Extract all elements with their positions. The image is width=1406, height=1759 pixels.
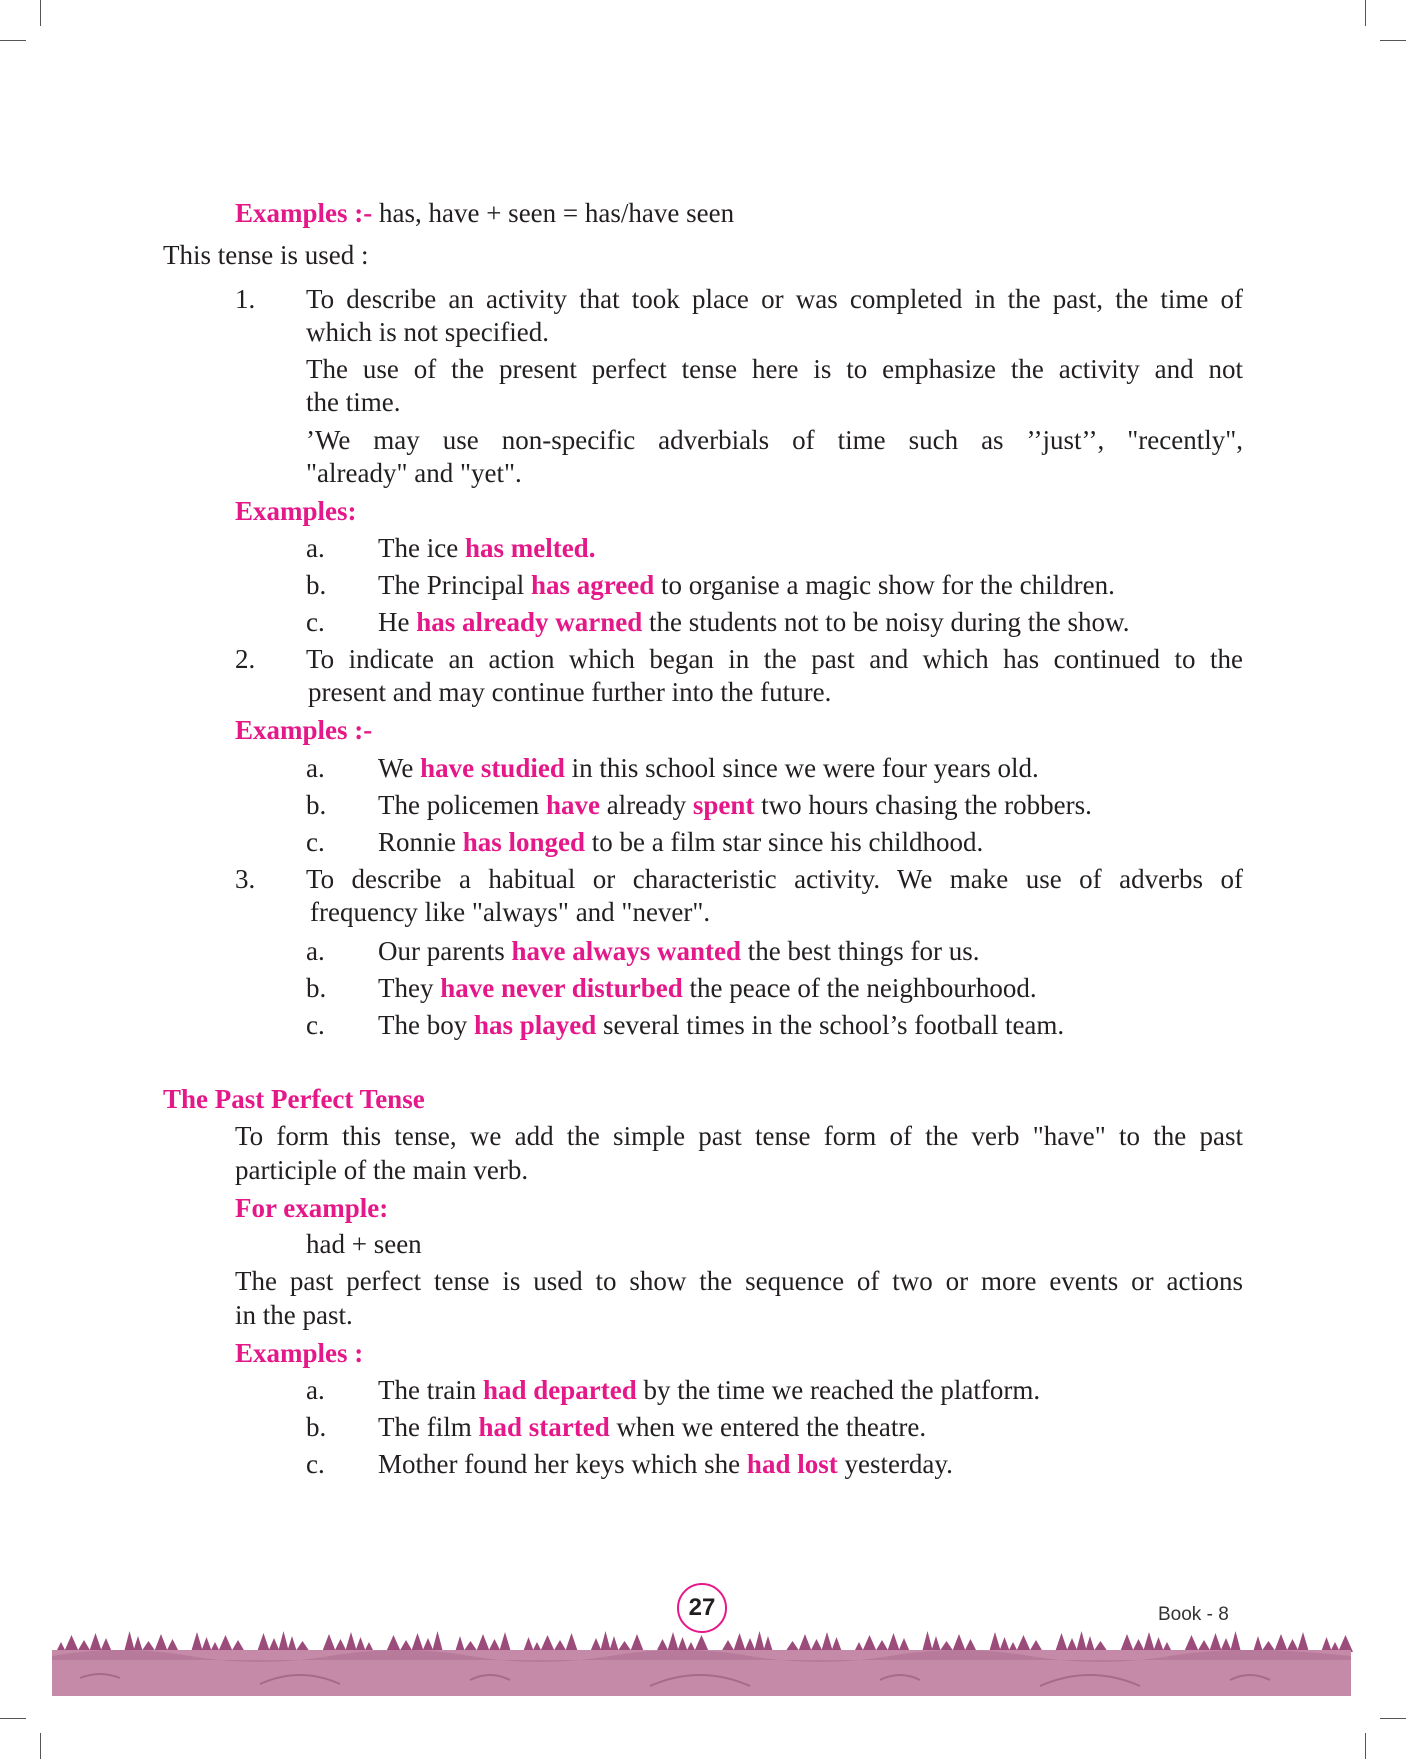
tree-shape <box>898 1638 910 1652</box>
tree-shape <box>64 1635 79 1652</box>
tree-shape <box>154 1634 168 1652</box>
point3-line1: To describe a habitual or characteristic activity. We make use of adverbs of <box>306 864 1243 894</box>
tree-shape <box>1085 1636 1095 1652</box>
point-number: 3. <box>235 864 256 894</box>
tree-shape <box>1153 1637 1164 1652</box>
formula: had + seen <box>306 1229 422 1259</box>
usage-line1: The past perfect tense is used to show the sequence of two or more events or actions <box>235 1266 1243 1296</box>
tree-shape <box>1184 1635 1199 1652</box>
tree-shape <box>422 1638 434 1652</box>
tree-shape <box>1066 1638 1078 1652</box>
tree-shape <box>694 1635 709 1652</box>
intro-examples-line <box>235 196 734 230</box>
tree-shape <box>744 1638 756 1652</box>
point-number: 1. <box>235 284 256 314</box>
tree-shape <box>1253 1636 1263 1652</box>
tree-shape <box>322 1634 336 1652</box>
crop-mark <box>1380 40 1406 41</box>
tree-shape <box>278 1631 289 1652</box>
tree-shape <box>999 1637 1010 1652</box>
tree-shape <box>1076 1631 1087 1652</box>
crop-mark <box>0 40 26 41</box>
tree-shape <box>345 1632 357 1652</box>
tree-shape <box>565 1633 578 1652</box>
tree-shape <box>677 1637 688 1652</box>
book-label: Book - 8 <box>1158 1604 1229 1625</box>
point1-para2-line1: The use of the present perfect tense here is to emphasize the activity and not <box>306 354 1243 384</box>
tree-shape <box>1297 1632 1309 1652</box>
tree-shape <box>609 1636 619 1652</box>
tree-shape <box>411 1633 424 1652</box>
tree-shape <box>798 1634 812 1652</box>
tree-shape <box>257 1633 270 1652</box>
point1-para3-line1: ’We may use non-specific adverbials of time such as ’’just’’, "recently", <box>306 425 1243 455</box>
crop-mark <box>1380 1718 1406 1719</box>
tree-shape <box>922 1631 933 1652</box>
tree-shape <box>191 1632 203 1652</box>
tree-shape <box>1220 1638 1232 1652</box>
crop-mark <box>1365 1733 1366 1759</box>
tree-shape <box>931 1636 941 1652</box>
point2-line1: To indicate an action which began in the past and which has continued to the <box>306 644 1243 674</box>
past-perfect-line1: To form this tense, we add the simple past tense form of the verb "have" to the past <box>235 1121 1243 1151</box>
crop-mark <box>40 1733 41 1759</box>
tree-shape <box>1016 1635 1031 1652</box>
tree-shape <box>523 1637 534 1652</box>
tree-shape <box>218 1635 233 1652</box>
section-heading: The Past Perfect Tense <box>163 1084 425 1114</box>
point1-para2-line2: the time. <box>306 387 401 417</box>
point1-para3-line2: "already" and "yet". <box>306 458 522 488</box>
tree-shape <box>1120 1634 1134 1652</box>
tree-shape <box>821 1632 833 1652</box>
page-number-badge: 27 <box>677 1583 727 1633</box>
examples-heading: Examples :- <box>235 715 373 745</box>
tree-shape <box>499 1632 511 1652</box>
tree-shape <box>1321 1637 1332 1652</box>
past-perfect-line2: participle of the main verb. <box>235 1155 529 1185</box>
crop-mark <box>0 1718 26 1719</box>
point1-line1: To describe an activity that took place or was completed in the past, the time of <box>306 284 1243 314</box>
crop-mark <box>1365 0 1366 26</box>
tree-shape <box>989 1632 1001 1652</box>
tree-shape <box>386 1635 401 1652</box>
tree-shape <box>268 1638 280 1652</box>
examples-heading: Examples : <box>235 1338 364 1368</box>
tree-shape <box>1143 1632 1155 1652</box>
point2-line2: present and may continue further into the future. <box>308 677 832 707</box>
tree-shape <box>432 1631 443 1652</box>
tree-shape <box>667 1632 679 1652</box>
tree-shape <box>862 1635 877 1652</box>
tense-used-line: This tense is used : <box>163 240 369 270</box>
tree-shape <box>1230 1631 1241 1652</box>
tree-shape <box>1209 1633 1222 1652</box>
tree-shape <box>89 1633 102 1652</box>
examples-heading: Examples: <box>235 496 357 526</box>
tree-silhouettes <box>56 1631 1353 1652</box>
tree-shape <box>1055 1633 1068 1652</box>
crop-mark <box>40 0 41 26</box>
tree-shape <box>763 1636 773 1652</box>
tree-shape <box>455 1636 465 1652</box>
tree-shape <box>952 1634 966 1652</box>
tree-shape <box>355 1637 366 1652</box>
tree-shape <box>590 1638 602 1652</box>
tree-shape <box>1338 1635 1353 1652</box>
tree-shape <box>1274 1634 1288 1652</box>
tree-shape <box>600 1631 611 1652</box>
tree-shape <box>100 1638 112 1652</box>
point1-line2: which is not specified. <box>306 317 549 347</box>
examples-label: Examples :- <box>235 198 373 228</box>
tree-shape <box>476 1634 490 1652</box>
tree-shape <box>124 1631 135 1652</box>
tree-shape <box>754 1631 765 1652</box>
point-number: 2. <box>235 644 256 674</box>
tree-shape <box>287 1636 297 1652</box>
tree-shape <box>733 1633 746 1652</box>
tree-shape <box>831 1637 842 1652</box>
tree-shape <box>133 1636 143 1652</box>
tree-shape <box>201 1637 212 1652</box>
tree-shape <box>540 1635 555 1652</box>
examples-formula: has, have + seen = has/have seen <box>372 198 735 228</box>
tree-shape <box>887 1633 900 1652</box>
usage-line2: in the past. <box>235 1300 353 1330</box>
for-example-heading: For example: <box>235 1193 389 1223</box>
tree-shape <box>630 1634 644 1652</box>
point3-line2: frequency like "always" and "never". <box>310 897 711 927</box>
